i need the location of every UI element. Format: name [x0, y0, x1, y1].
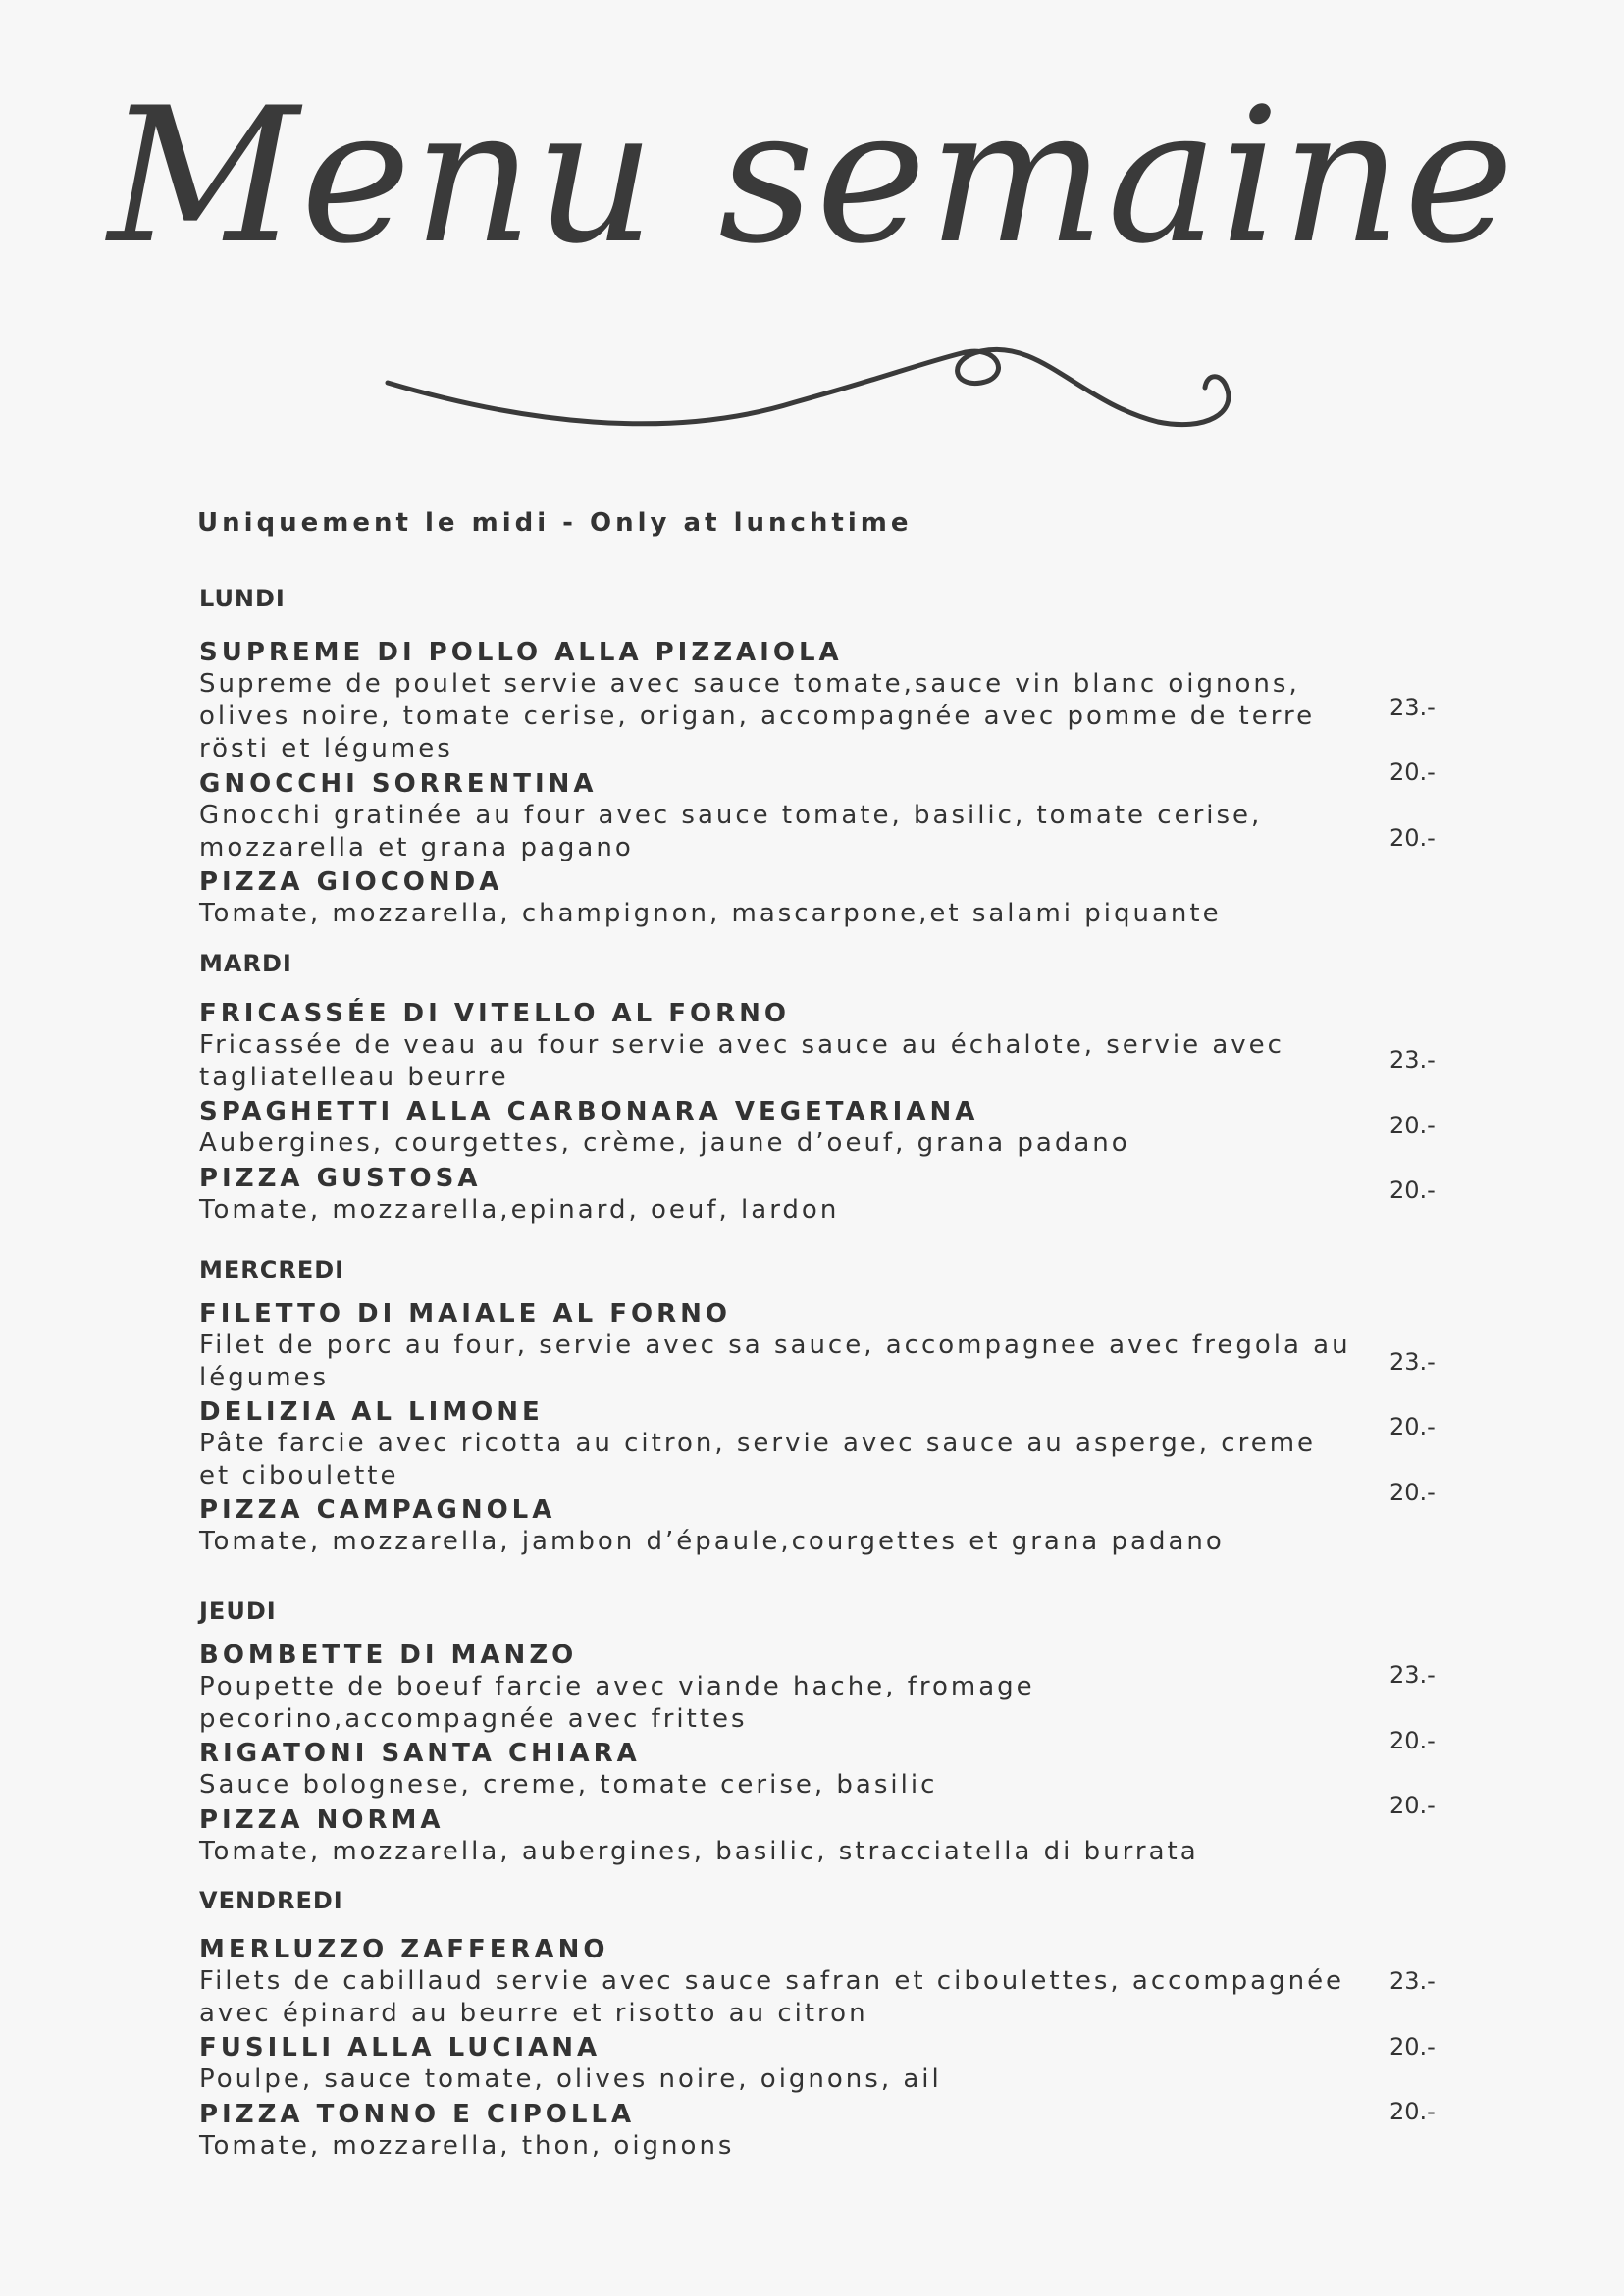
- dish-name: PIZZA GIOCONDA: [199, 867, 503, 897]
- dish-description: Poupette de boeuf farcie avec viande hache, fromage pecorino,accompagnée avec frittes: [199, 1672, 1035, 1734]
- dish-description: Supreme de poulet servie avec sauce tomate,sauce vin blanc oignons, olives noire, tomate cerise, origan, accompagnée avec pomme de terre rösti et légumes: [199, 669, 1316, 763]
- day-heading-vendredi: VENDREDI: [199, 1887, 343, 1914]
- dish-description: Tomate, mozzarella, jambon d’épaule,courgettes et grana padano: [199, 1527, 1225, 1556]
- dish-price: 20.-: [1389, 824, 1436, 852]
- dish-price: 23.-: [1389, 1046, 1436, 1073]
- menu-title: Menu semaine: [107, 68, 1517, 285]
- dish-name: FILETTO DI MAIALE AL FORNO: [199, 1299, 731, 1329]
- dish-price: 23.-: [1389, 694, 1436, 721]
- dish-description: Gnocchi gratinée au four avec sauce tomate, basilic, tomate cerise, mozzarella et grana pagano: [199, 801, 1263, 862]
- day-heading-mercredi: MERCREDI: [199, 1256, 345, 1283]
- dish-price: 20.-: [1389, 2033, 1436, 2061]
- dish-name: PIZZA NORMA: [199, 1805, 445, 1835]
- dish-price: 23.-: [1389, 1348, 1436, 1376]
- dish-price: 20.-: [1389, 758, 1436, 786]
- dish-description: Aubergines, courgettes, crème, jaune d’oeuf, grana padano: [199, 1128, 1130, 1158]
- day-heading-jeudi: JEUDI: [199, 1597, 277, 1625]
- day-heading-lundi: LUNDI: [199, 585, 286, 612]
- dish-description: Sauce bolognese, creme, tomate cerise, basilic: [199, 1770, 938, 1800]
- day-heading-mardi: MARDI: [199, 950, 292, 977]
- dish-description: Poulpe, sauce tomate, olives noire, oignons, ail: [199, 2064, 942, 2094]
- dish-name: PIZZA CAMPAGNOLA: [199, 1495, 556, 1525]
- dish-description: Tomate, mozzarella, champignon, mascarpone,et salami piquante: [199, 899, 1222, 928]
- dish-price: 23.-: [1389, 1967, 1436, 1995]
- dish-name: SUPREME DI POLLO ALLA PIZZAIOLA: [199, 638, 843, 667]
- dish-price: 20.-: [1389, 2098, 1436, 2125]
- dish-name: RIGATONI SANTA CHIARA: [199, 1739, 641, 1768]
- dish-name: PIZZA GUSTOSA: [199, 1164, 482, 1193]
- dish-name: DELIZIA AL LIMONE: [199, 1397, 544, 1427]
- dish-name: SPAGHETTI ALLA CARBONARA VEGETARIANA: [199, 1097, 979, 1126]
- dish-description: Pâte farcie avec ricotta au citron, servie avec sauce au asperge, creme et ciboulette: [199, 1429, 1317, 1490]
- dish-price: 20.-: [1389, 1112, 1436, 1139]
- dish-name: BOMBETTE DI MANZO: [199, 1641, 578, 1670]
- dish-description: Filets de cabillaud servie avec sauce safran et ciboulettes, accompagnée avec épinard au beurre et risotto au citron: [199, 1966, 1345, 2028]
- dish-description: Tomate, mozzarella, thon, oignons: [199, 2131, 735, 2161]
- dish-price: 20.-: [1389, 1792, 1436, 1819]
- dish-name: GNOCCHI SORRENTINA: [199, 769, 598, 799]
- dish-name: FRICASSÉE DI VITELLO AL FORNO: [199, 999, 790, 1028]
- dish-description: Tomate, mozzarella, aubergines, basilic, stracciatella di burrata: [199, 1837, 1199, 1866]
- dish-price: 23.-: [1389, 1661, 1436, 1689]
- dish-price: 20.-: [1389, 1727, 1436, 1754]
- dish-description: Fricassée de veau au four servie avec sauce au échalote, servie avec tagliatelleau beurre: [199, 1030, 1284, 1092]
- dish-name: FUSILLI ALLA LUCIANA: [199, 2033, 602, 2062]
- dish-name: MERLUZZO ZAFFERANO: [199, 1935, 609, 1964]
- lunch-only-subtitle: Uniquement le midi - Only at lunchtime: [197, 508, 913, 538]
- dish-name: PIZZA TONNO E CIPOLLA: [199, 2100, 636, 2129]
- dish-description: Filet de porc au four, servie avec sa sauce, accompagnee avec fregola au légumes: [199, 1331, 1351, 1392]
- decorative-swirl: [373, 334, 1256, 461]
- dish-description: Tomate, mozzarella,epinard, oeuf, lardon: [199, 1195, 840, 1225]
- dish-price: 20.-: [1389, 1413, 1436, 1440]
- dish-price: 20.-: [1389, 1479, 1436, 1506]
- dish-price: 20.-: [1389, 1176, 1436, 1204]
